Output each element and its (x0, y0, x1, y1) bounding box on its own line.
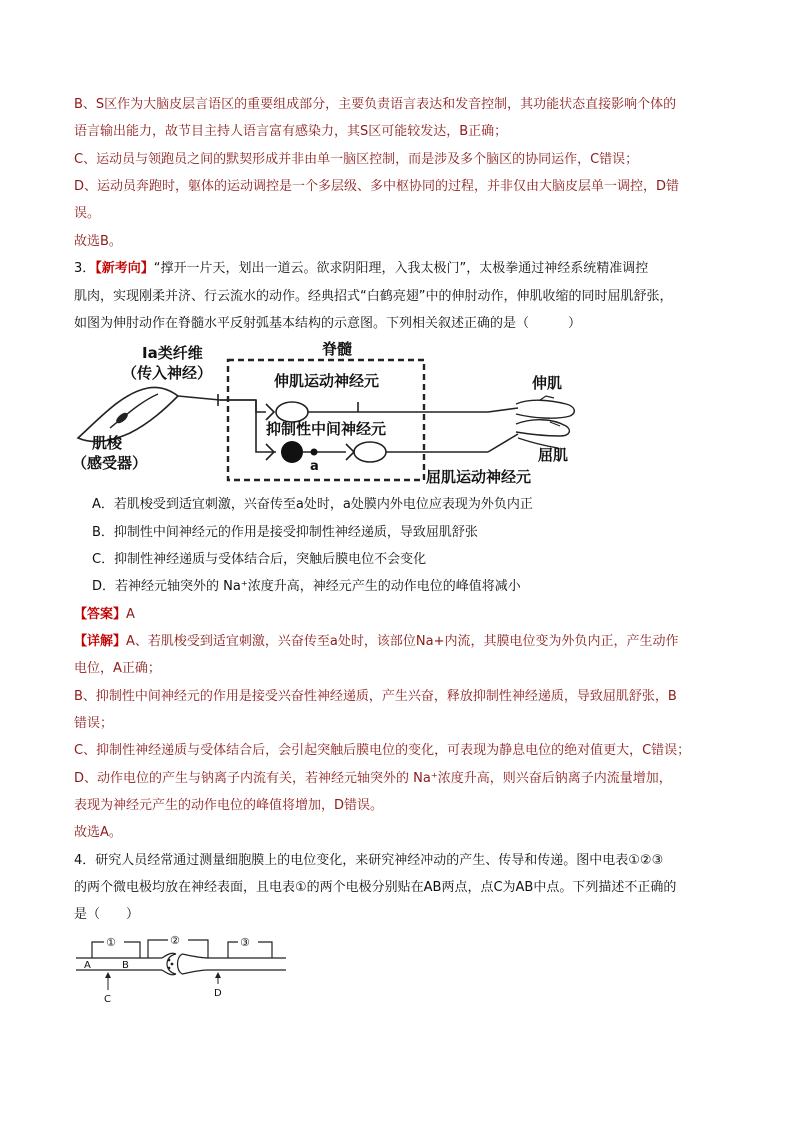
label-extensor: 伸肌 (532, 374, 563, 392)
q3-detail-line5: C、抑制性神经递质与受体结合后，会引起突触后膜电位的变化，可表现为静息电位的绝对值更大，C错误； (74, 743, 691, 758)
answer-tag: 【答案】 (74, 607, 127, 622)
q3-detail-line3: B、抑制性中间神经元的作用是接受兴奋性神经递质，产生兴奋，释放抑制性神经递质，导致屈肌舒张，B (74, 689, 677, 704)
extensor-motor-neuron-body (276, 402, 308, 422)
meter-1-label: ① (106, 936, 116, 949)
q3-conclusion: 故选A。 (74, 825, 122, 840)
q4-stem-line3: 是（ ） (74, 907, 140, 922)
q3-stem-line1 (74, 260, 648, 278)
q3-detail-line4: 错误； (74, 716, 114, 731)
label-inhibitory-interneuron: 抑制性中间神经元 (266, 420, 387, 438)
detail-tag: 【详解】 (74, 634, 127, 649)
answer-option-b-line1: B、S区作为大脑皮层言语区的重要组成部分，主要负责语言表达和发音控制，其功能状态直接影响个体的 (74, 97, 677, 112)
q3-option-d: D．若神经元轴突外的 Na⁺浓度升高，神经元产生的动作电位的峰值将减小 (92, 579, 521, 594)
electrode-diagram (72, 932, 292, 1004)
label-flexor-motor-neuron: 屈肌运动神经元 (426, 468, 532, 486)
inhibitory-interneuron-body (281, 441, 303, 463)
label-spindle-1: 肌梭 (92, 434, 123, 452)
prev-conclusion: 故选B。 (74, 234, 122, 249)
point-d-label: D (214, 988, 222, 999)
flexor-muscle-shape (516, 420, 569, 436)
q3-stem-line2: 肌肉，实现刚柔并济、行云流水的动作。经典招式“白鹤亮翅”中的伸肘动作，伸肌收缩的同时屈肌舒张， (74, 289, 673, 304)
q3-detail-line2: 电位，A正确； (74, 661, 161, 676)
q3-detail-line6: D、动作电位的产生与钠离子内流有关，若神经元轴突外的 Na⁺浓度升高，则兴奋后钠离子内流量增加， (74, 771, 672, 786)
detail-text-1: A、若肌梭受到适宜刺激，兴奋传至a处时，该部位Na+内流，其膜电位变为外负内正，产生动作 (126, 634, 679, 649)
label-spindle-2: （感受器） (72, 454, 148, 472)
label-extensor-motor-neuron: 伸肌运动神经元 (274, 372, 380, 390)
extensor-muscle-shape (516, 400, 574, 418)
answer-option-c-line: C、运动员与领跑员之间的默契形成并非由单一脑区控制，而是涉及多个脑区的协同运作，C错误； (74, 152, 639, 167)
answer-value: A (126, 607, 135, 622)
q3-option-a: A．若肌梭受到适宜刺激，兴奋传至a处时，a处膜内外电位应表现为外负内正 (92, 497, 533, 512)
q3-detail-line7: 表现为神经元产生的动作电位的峰值将增加，D错误。 (74, 798, 384, 813)
label-flexor: 屈肌 (538, 446, 569, 464)
q3-tag: 【新考向】 (95, 261, 154, 276)
q3-answer (74, 606, 135, 624)
meter-3-label: ③ (240, 936, 250, 949)
label-fiber-1: Ia类纤维 (142, 344, 203, 362)
answer-option-d-line1: D、运动员奔跑时，躯体的运动调控是一个多层级、多中枢协同的过程，并非仅由大脑皮层单一调控，D错 (74, 179, 680, 194)
q3-detail-line1 (74, 633, 678, 651)
answer-option-d-line2: 误。 (74, 206, 101, 221)
label-a: a (310, 459, 319, 474)
answer-option-b-line2: 语言输出能力，故节目主持人语言富有感染力，其S区可能较发达，B正确； (74, 124, 508, 139)
q4-stem-line1: 4．研究人员经常通过测量细胞膜上的电位变化，来研究神经冲动的产生、传导和传递。图中电表①②③ (74, 853, 664, 868)
q3-number: 3． (74, 261, 96, 276)
reflex-arc-diagram (70, 338, 590, 490)
q3-stem-line3: 如图为伸肘动作在脊髓水平反射弧基本结构的示意图。下列相关叙述正确的是（ ） (74, 316, 582, 331)
q3-option-b: B．抑制性中间神经元的作用是接受抑制性神经递质，导致屈肌舒张 (92, 525, 478, 540)
point-c-label: C (104, 994, 111, 1004)
label-spinal-cord: 脊髓 (322, 340, 353, 358)
q3-stem-text: “撑开一片天，划出一道云。欲求阴阳理，入我太极门”，太极拳通过神经系统精准调控 (153, 261, 649, 276)
point-a-marker (311, 449, 318, 456)
point-a-label: A (84, 960, 91, 971)
point-b-label: B (122, 960, 129, 971)
label-fiber-2: （传入神经） (122, 364, 213, 382)
q4-stem-line2: 的两个微电极均放在神经表面，且电表①的两个电极分别贴在AB两点，点C为AB中点。下列描述不正确的 (74, 880, 677, 895)
flexor-motor-neuron-body (354, 442, 386, 462)
q3-option-c: C．抑制性神经递质与受体结合后，突触后膜电位不会变化 (92, 552, 427, 567)
meter-2-label: ② (170, 934, 180, 947)
